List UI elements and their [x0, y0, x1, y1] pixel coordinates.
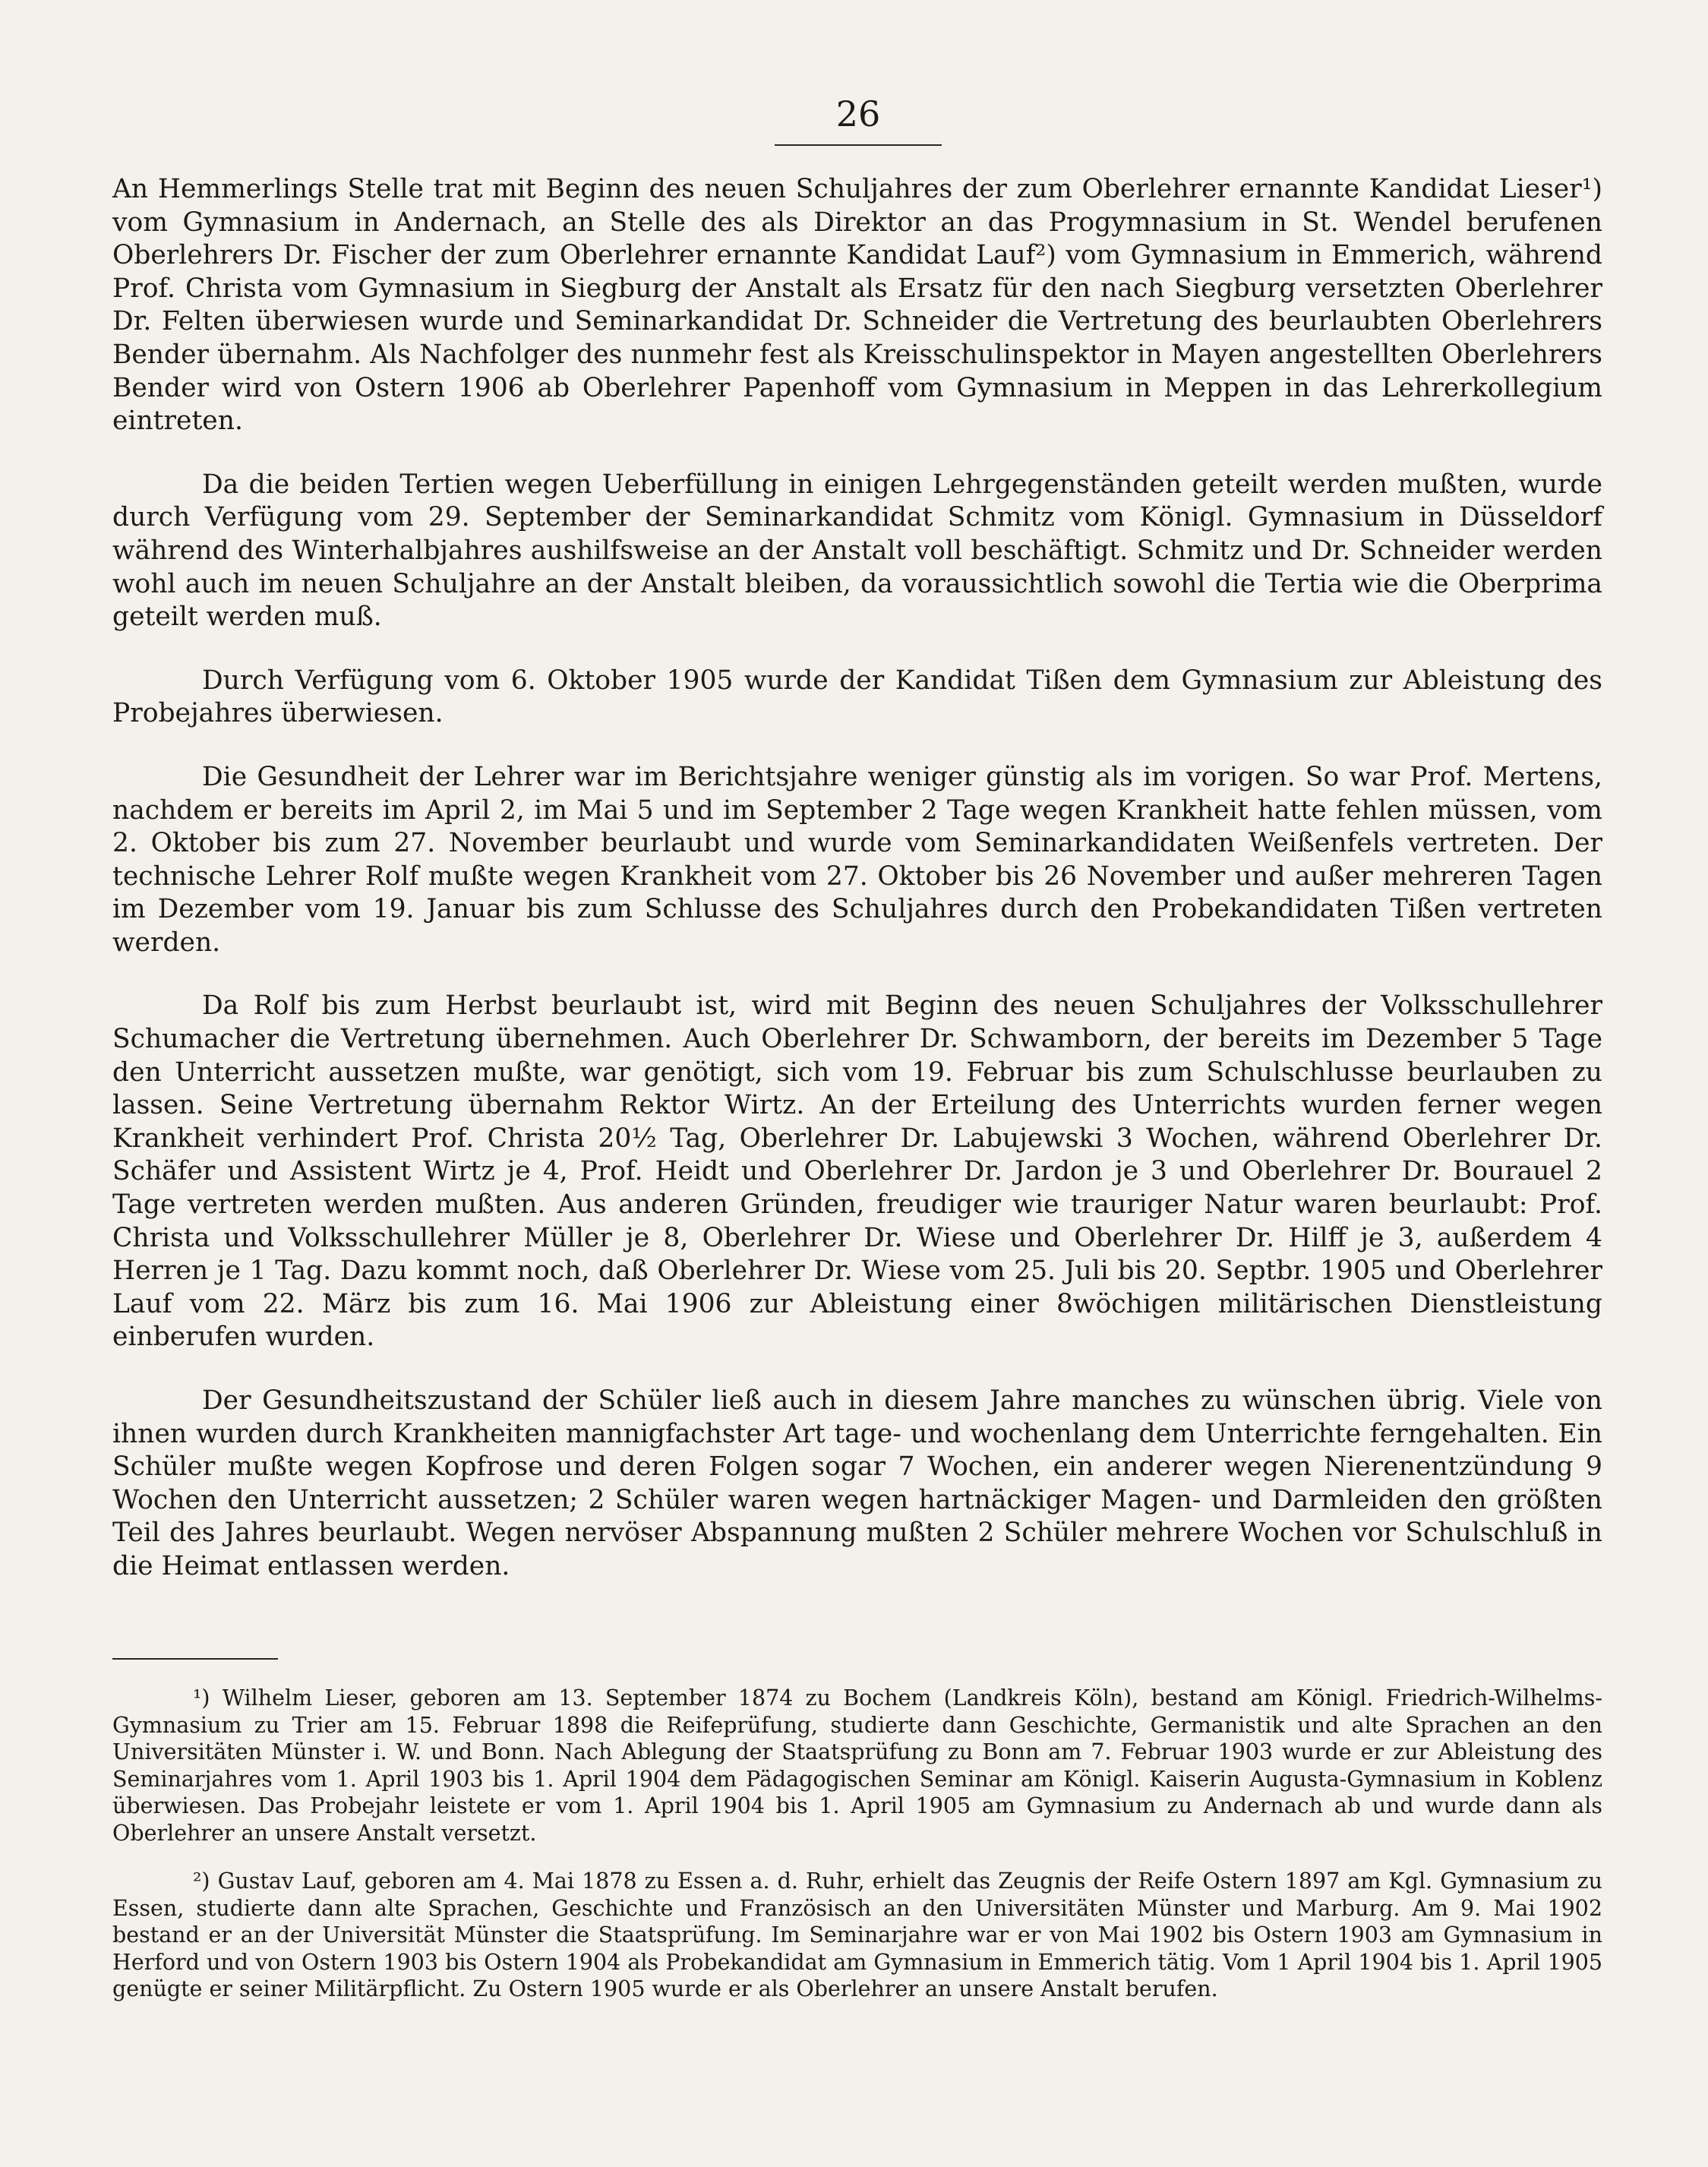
paragraph-tertia-division: Da die beiden Tertien wegen Ueberfüllung in einigen Lehrgegenständen geteilt werden mußten, wurde durch Verfügung vom 29. September der Seminarkandidat Schmitz vom Königl. Gymnasium in Düsseldorf während des Winterhalbjahres aushilfsweise an der Anstalt voll beschäftigt. Schmitz und Dr. Schneider werden wohl auch im neuen Schuljahre an der Anstalt bleiben, da voraussichtlich sowohl die Tertia wie die Oberprima geteilt werden muß.: [112, 469, 1602, 633]
footnotes: [112, 1685, 1602, 2003]
footnote-separator: [112, 1658, 278, 1660]
paragraph-probationary-year: Durch Verfügung vom 6. Oktober 1905 wurde der Kandidat Tißen dem Gymnasium zur Ableistung des Probejahres überwiesen.: [112, 665, 1602, 729]
body-text: [112, 173, 1602, 1584]
page-number: 26: [835, 93, 881, 134]
footnote-lieser: ¹) Wilhelm Lieser, geboren am 13. September 1874 zu Bochem (Landkreis Köln), bestand am Königl. Friedrich-Wilhelms-Gymnasium zu Trier am 15. Februar 1898 die Reifeprüfung, studierte dann Geschichte, Germanistik und alte Sprachen an den Universitäten Münster i. W. und Bonn. Nach Ablegung der Staatsprüfung zu Bonn am 7. Februar 1903 wurde er zur Ableistung des Seminarjahres vom 1. April 1903 bis 1. April 1904 dem Pädagogischen Seminar am Königl. Kaiserin Augusta-Gymnasium in Koblenz überwiesen. Das Probejahr leistete er vom 1. April 1904 bis 1. April 1905 am Gymnasium zu Andernach ab und wurde dann als Oberlehrer an unsere Anstalt versetzt.: [112, 1685, 1602, 1846]
page-number-rule: [775, 144, 942, 146]
paragraph-teacher-health: Die Gesundheit der Lehrer war im Berichtsjahre weniger günstig als im vorigen. So war Prof. Mertens, nachdem er bereits im April 2, im Mai 5 und im September 2 Tage wegen Krankheit hatte fehlen müssen, vom 2. Oktober bis zum 27. November beurlaubt und wurde vom Seminarkandidaten Weißenfels vertreten. Der technische Lehrer Rolf mußte wegen Krankheit vom 27. Oktober bis 26 November und außer mehreren Tagen im Dezember vom 19. Januar bis zum Schlusse des Schuljahres durch den Probekandidaten Tißen vertreten werden.: [112, 761, 1602, 958]
footnote-lauf: ²) Gustav Lauf, geboren am 4. Mai 1878 zu Essen a. d. Ruhr, erhielt das Zeugnis der Reife Ostern 1897 am Kgl. Gymnasium zu Essen, studierte dann alte Sprachen, Geschichte und Französisch an den Universitäten Münster und Marburg. Am 9. Mai 1902 bestand er an der Universität Münster die Staatsprüfung. Im Seminarjahre war er von Mai 1902 bis Ostern 1903 am Gymnasium in Herford und von Ostern 1903 bis Ostern 1904 als Probekandidat am Gymnasium in Emmerich tätig. Vom 1 April 1904 bis 1. April 1905 genügte er seiner Militärpflicht. Zu Ostern 1905 wurde er als Oberlehrer an unsere Anstalt berufen.: [112, 1868, 1602, 2001]
paragraph-student-health: Der Gesundheitszustand der Schüler ließ auch in diesem Jahre manches zu wünschen übrig. Viele von ihnen wurden durch Krankheiten mannigfachster Art tage- und wochenlang dem Unterrichte ferngehalten. Ein Schüler mußte wegen Kopfrose und deren Folgen sogar 7 Wochen, ein anderer wegen Nierenentzündung 9 Wochen den Unterricht aussetzen; 2 Schüler waren wegen hartnäckiger Magen- und Darmleiden den größten Teil des Jahres beurlaubt. Wegen nervöser Abspannung mußten 2 Schüler mehrere Wochen vor Schulschluß in die Heimat entlassen werden.: [112, 1385, 1602, 1581]
paragraph-staff-changes: An Hemmerlings Stelle trat mit Beginn des neuen Schuljahres der zum Oberlehrer ernannte Kandidat Lieser¹) vom Gymnasium in Andernach, an Stelle des als Direktor an das Progymnasium in St. Wendel berufenen Oberlehrers Dr. Fischer der zum Oberlehrer ernannte Kandidat Lauf²) vom Gymnasium in Emmerich, während Prof. Christa vom Gymnasium in Siegburg der Anstalt als Ersatz für den nach Siegburg versetzten Oberlehrer Dr. Felten überwiesen wurde und Seminarkandidat Dr. Schneider die Vertretung des beurlaubten Oberlehrers Bender übernahm. Als Nachfolger des nunmehr fest als Kreisschulinspektor in Mayen angestellten Oberlehrers Bender wird von Ostern 1906 ab Oberlehrer Papenhoff vom Gymnasium in Meppen in das Lehrerkollegium eintreten.: [112, 174, 1602, 437]
paragraph-substitutions: Da Rolf bis zum Herbst beurlaubt ist, wird mit Beginn des neuen Schuljahres der Volksschullehrer Schumacher die Vertretung übernehmen. Auch Oberlehrer Dr. Schwamborn, der bereits im Dezember 5 Tage den Unterricht aussetzen mußte, war genötigt, sich vom 19. Februar bis zum Schulschlusse beurlauben zu lassen. Seine Vertretung übernahm Rektor Wirtz. An der Erteilung des Unterrichts wurden ferner wegen Krankheit verhindert Prof. Christa 20½ Tag, Oberlehrer Dr. Labujewski 3 Wochen, während Oberlehrer Dr. Schäfer und Assistent Wirtz je 4, Prof. Heidt und Oberlehrer Dr. Jardon je 3 und Oberlehrer Dr. Bourauel 2 Tage vertreten werden mußten. Aus anderen Gründen, freudiger wie trauriger Natur waren beurlaubt: Prof. Christa und Volksschullehrer Müller je 8, Oberlehrer Dr. Wiese und Oberlehrer Dr. Hilff je 3, außerdem 4 Herren je 1 Tag. Dazu kommt noch, daß Oberlehrer Dr. Wiese vom 25. Juli bis 20. Septbr. 1905 und Oberlehrer Lauf vom 22. März bis zum 16. Mai 1906 zur Ableistung einer 8wöchigen militärischen Dienstleistung einberufen wurden.: [112, 990, 1602, 1353]
